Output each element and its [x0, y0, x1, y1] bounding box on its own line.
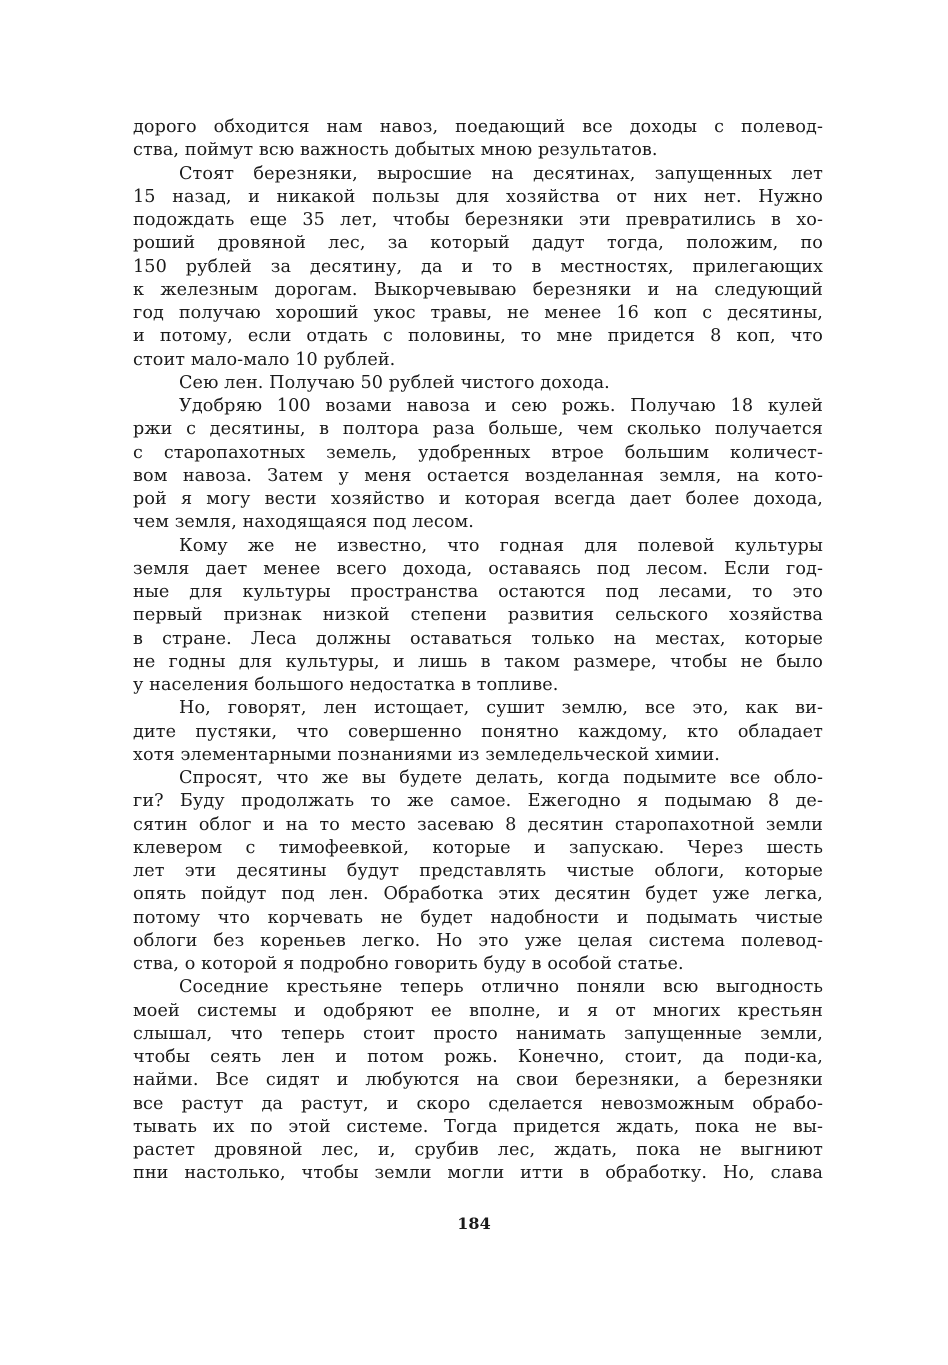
text-line: не годны для культуры, и лишь в таком размере, чтобы не было [133, 651, 823, 672]
text-line: первый признак низкой степени развития сельского хозяйства [133, 605, 823, 626]
text-line: рой я могу вести хозяйство и которая всегда дает более дохода, [133, 489, 823, 509]
text-line: ржи с десятины, в полтора раза больше, чем сколько получается [133, 419, 823, 440]
text-line: дорого обходится нам навоз, поедающий все доходы с полевод- [133, 117, 823, 137]
text-line: земля дает менее всего дохода, оставаясь под лесом. Если год- [133, 558, 823, 579]
text-line: Удобряю 100 возами навоза и сею рожь. Получаю 18 кулей [179, 396, 823, 416]
text-line: слышал, что теперь стоит просто нанимать запущенные земли, [133, 1023, 823, 1044]
text-line: ства, о которой я подробно говорить буду в особой статье. [133, 954, 684, 974]
text-line: Кому же не известно, что годная для полевой культуры [179, 535, 823, 556]
text-line: ства, поймут всю важность добытых мною результатов. [133, 140, 658, 161]
text-line: все растут да растут, и скоро сделается невозможным обрабо- [133, 1093, 823, 1114]
text-line: 15 назад, и никакой пользы для хозяйства от них нет. Нужно [133, 186, 823, 207]
page-number: 184 [457, 1214, 491, 1233]
text-line: дите пустяки, что совершенно понятно каждому, кто обладает [133, 721, 823, 742]
text-line: с старопахотных земель, удобренных втрое большим количест- [133, 442, 823, 463]
page-body [133, 116, 823, 1186]
text-line: Соседние крестьяне теперь отлично поняли всю выгодность [179, 977, 823, 998]
text-line: клевером с тимофеевкой, которые и запускаю. Через шесть [133, 837, 823, 858]
text-line: год получаю хороший укос травы, не менее 16 коп с десятины, [133, 303, 823, 323]
text-line: хотя элементарными познаниями из земледельческой химии. [133, 744, 720, 765]
text-line: Но, говорят, лен истощает, сушит землю, все это, как ви- [179, 698, 823, 719]
text-line: опять пойдут под лен. Обработка этих десятин будет уже легка, [133, 884, 823, 905]
text-line: стоит мало-мало 10 рублей. [133, 349, 396, 370]
text-line: растет дровяной лес, и, срубив лес, ждать, пока не выгниют [133, 1140, 823, 1160]
text-line: в стране. Леса должны оставаться только на местах, которые [133, 628, 823, 649]
text-line: облоги без кореньев легко. Но это уже целая система полевод- [133, 930, 823, 951]
text-line: чем земля, находящаяся под лесом. [133, 512, 474, 533]
text-line: к железным дорогам. Выкорчевываю березняки и на следующий [133, 279, 823, 300]
text-line: 150 рублей за десятину, да и то в местностях, прилегающих [133, 256, 823, 277]
text-line: ги? Буду продолжать то же самое. Ежегодно я подымаю 8 де- [133, 791, 823, 812]
text-line: тывать их по этой системе. Тогда придется ждать, пока не вы- [133, 1116, 823, 1137]
text-line: Спросят, что же вы будете делать, когда подымите все обло- [179, 768, 823, 788]
text-line: моей системы и одобряют ее вполне, и я от многих крестьян [133, 1000, 823, 1021]
text-line: ные для культуры пространства остаются под лесами, то это [133, 582, 823, 602]
text-line: и потому, если отдать с половины, то мне придется 8 коп, что [133, 326, 823, 347]
text-line: чтобы сеять лен и потом рожь. Конечно, стоит, да поди-ка, [133, 1047, 823, 1067]
text-line: вом навоза. Затем у меня остается возделанная земля, на кото- [133, 465, 823, 486]
text-line: подождать еще 35 лет, чтобы березняки эти превратились в хо- [133, 210, 823, 230]
text-line: роший дровяной лес, за который дадут тогда, положим, по [133, 233, 823, 254]
text-line: лет эти десятины будут представлять чистые облоги, которые [133, 861, 823, 881]
text-line: сятин облог и на то место засеваю 8 десятин старопахотной земли [133, 814, 823, 835]
text-line: потому что корчевать не будет надобности и подымать чистые [133, 907, 823, 928]
text-line: у населения большого недостатка в топливе. [133, 675, 559, 695]
text-line: найми. Все сидят и любуются на свои березняки, а березняки [133, 1070, 823, 1091]
text-line: пни настолько, чтобы земли могли итти в обработку. Но, слава [133, 1163, 823, 1184]
text-line: Стоят березняки, выросшие на десятинах, запущенных лет [179, 163, 823, 184]
text-line: Сею лен. Получаю 50 рублей чистого дохода. [179, 372, 610, 393]
